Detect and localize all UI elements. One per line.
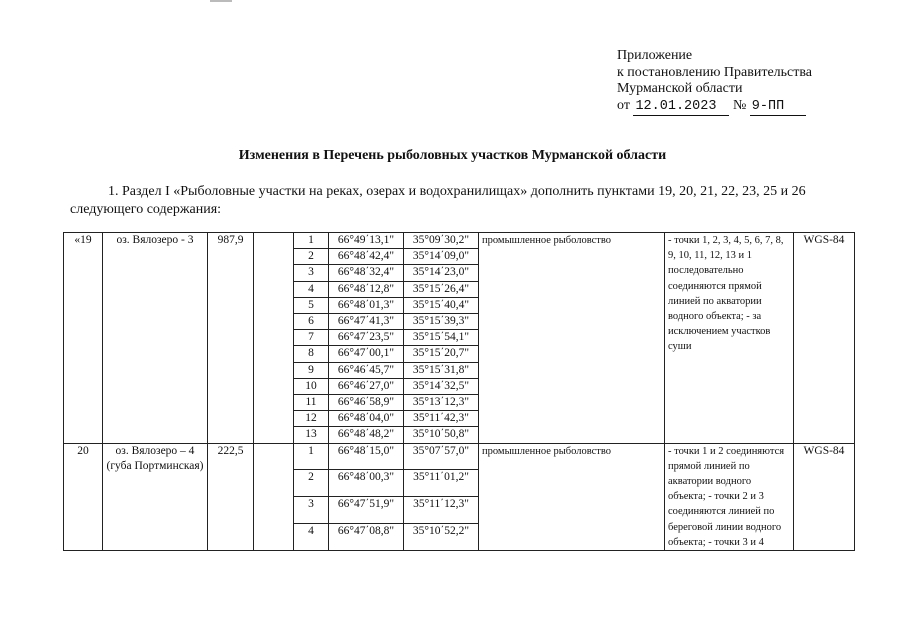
point-number-cell: 9 — [294, 362, 329, 378]
header-line-1: Приложение — [617, 48, 693, 63]
longitude-cell: 35°15΄31,8" — [404, 362, 479, 378]
boundary-note-cell: - точки 1, 2, 3, 4, 5, 6, 7, 8, 9, 10, 11, 12, 13 и 1 последовательно соединяются прямой линией по акватории водного объекта; - за исключением участков суши — [665, 233, 794, 444]
header-date-line — [617, 98, 812, 117]
intro-paragraph: 1. Раздел I «Рыболовные участки на реках, озерах и водохранилищах» дополнить пунктами 19, 20, 21, 22, 23, 25 и 26 следующего содержания: — [70, 184, 806, 217]
water-body-name-cell: оз. Вялозеро – 4 (губа Портминская) — [103, 443, 208, 550]
point-number-cell: 11 — [294, 395, 329, 411]
latitude-cell: 66°48΄42,4" — [329, 249, 404, 265]
longitude-cell: 35°15΄54,1" — [404, 330, 479, 346]
appendix-header — [617, 48, 812, 116]
latitude-cell: 66°48΄12,8" — [329, 281, 404, 297]
longitude-cell: 35°07΄57,0" — [404, 443, 479, 470]
latitude-cell: 66°49΄13,1" — [329, 233, 404, 249]
point-number-cell: 13 — [294, 427, 329, 443]
number-label: № — [732, 97, 747, 113]
longitude-cell: 35°14΄23,0" — [404, 265, 479, 281]
longitude-cell: 35°15΄39,3" — [404, 314, 479, 330]
point-number-cell: 4 — [294, 524, 329, 551]
table-row — [64, 233, 855, 249]
fishing-areas-table — [63, 232, 855, 551]
scan-artifact — [210, 0, 232, 2]
row-number-cell: «19 — [64, 233, 103, 444]
point-number-cell: 3 — [294, 265, 329, 281]
longitude-cell: 35°14΄32,5" — [404, 378, 479, 394]
longitude-cell: 35°13΄12,3" — [404, 395, 479, 411]
latitude-cell: 66°48΄01,3" — [329, 297, 404, 313]
latitude-cell: 66°47΄23,5" — [329, 330, 404, 346]
latitude-cell: 66°48΄15,0" — [329, 443, 404, 470]
row-number-cell: 20 — [64, 443, 103, 550]
latitude-cell: 66°47΄51,9" — [329, 497, 404, 524]
longitude-cell: 35°10΄52,2" — [404, 524, 479, 551]
point-number-cell: 1 — [294, 233, 329, 249]
longitude-cell: 35°11΄01,2" — [404, 470, 479, 497]
latitude-cell: 66°48΄32,4" — [329, 265, 404, 281]
longitude-cell: 35°10΄50,8" — [404, 427, 479, 443]
from-label: от — [617, 97, 630, 113]
point-number-cell: 5 — [294, 297, 329, 313]
point-number-cell: 2 — [294, 470, 329, 497]
longitude-cell: 35°15΄40,4" — [404, 297, 479, 313]
latitude-cell: 66°48΄48,2" — [329, 427, 404, 443]
table-row — [64, 443, 855, 470]
point-number-cell: 7 — [294, 330, 329, 346]
fishing-type-cell: промышленное рыболовство — [479, 233, 665, 444]
empty-cell — [254, 443, 294, 550]
latitude-cell: 66°46΄45,7" — [329, 362, 404, 378]
header-line-3: Мурманской области — [617, 81, 743, 96]
point-number-cell: 12 — [294, 411, 329, 427]
point-number-cell: 6 — [294, 314, 329, 330]
longitude-cell: 35°15΄20,7" — [404, 346, 479, 362]
longitude-cell: 35°15΄26,4" — [404, 281, 479, 297]
latitude-cell: 66°46΄27,0" — [329, 378, 404, 394]
point-number-cell: 2 — [294, 249, 329, 265]
fishing-type-cell: промышленное рыболовство — [479, 443, 665, 550]
point-number-cell: 8 — [294, 346, 329, 362]
point-number-cell: 10 — [294, 378, 329, 394]
latitude-cell: 66°47΄08,8" — [329, 524, 404, 551]
longitude-cell: 35°11΄42,3" — [404, 411, 479, 427]
latitude-cell: 66°47΄00,1" — [329, 346, 404, 362]
decree-date: 12.01.2023 — [633, 99, 729, 117]
latitude-cell: 66°47΄41,3" — [329, 314, 404, 330]
document-title: Изменения в Перечень рыболовных участков Мурманской области — [238, 148, 667, 163]
coordinate-system-cell: WGS-84 — [794, 443, 855, 550]
boundary-note-cell: - точки 1 и 2 соединяются прямой линией по акватории водного объекта; - точки 2 и 3 соединяются линией по береговой линии водного объекта; - точки 3 и 4 — [665, 443, 794, 550]
water-body-name-cell: оз. Вялозеро - 3 — [103, 233, 208, 444]
longitude-cell: 35°11΄12,3" — [404, 497, 479, 524]
latitude-cell: 66°46΄58,9" — [329, 395, 404, 411]
latitude-cell: 66°48΄00,3" — [329, 470, 404, 497]
longitude-cell: 35°09΄30,2" — [404, 233, 479, 249]
header-line-2: к постановлению Правительства — [617, 64, 813, 80]
decree-number: 9-ПП — [750, 99, 806, 117]
point-number-cell: 1 — [294, 443, 329, 470]
empty-cell — [254, 233, 294, 444]
latitude-cell: 66°48΄04,0" — [329, 411, 404, 427]
area-cell: 222,5 — [208, 443, 254, 550]
longitude-cell: 35°14΄09,0" — [404, 249, 479, 265]
point-number-cell: 4 — [294, 281, 329, 297]
point-number-cell: 3 — [294, 497, 329, 524]
coordinate-system-cell: WGS-84 — [794, 233, 855, 444]
area-cell: 987,9 — [208, 233, 254, 444]
